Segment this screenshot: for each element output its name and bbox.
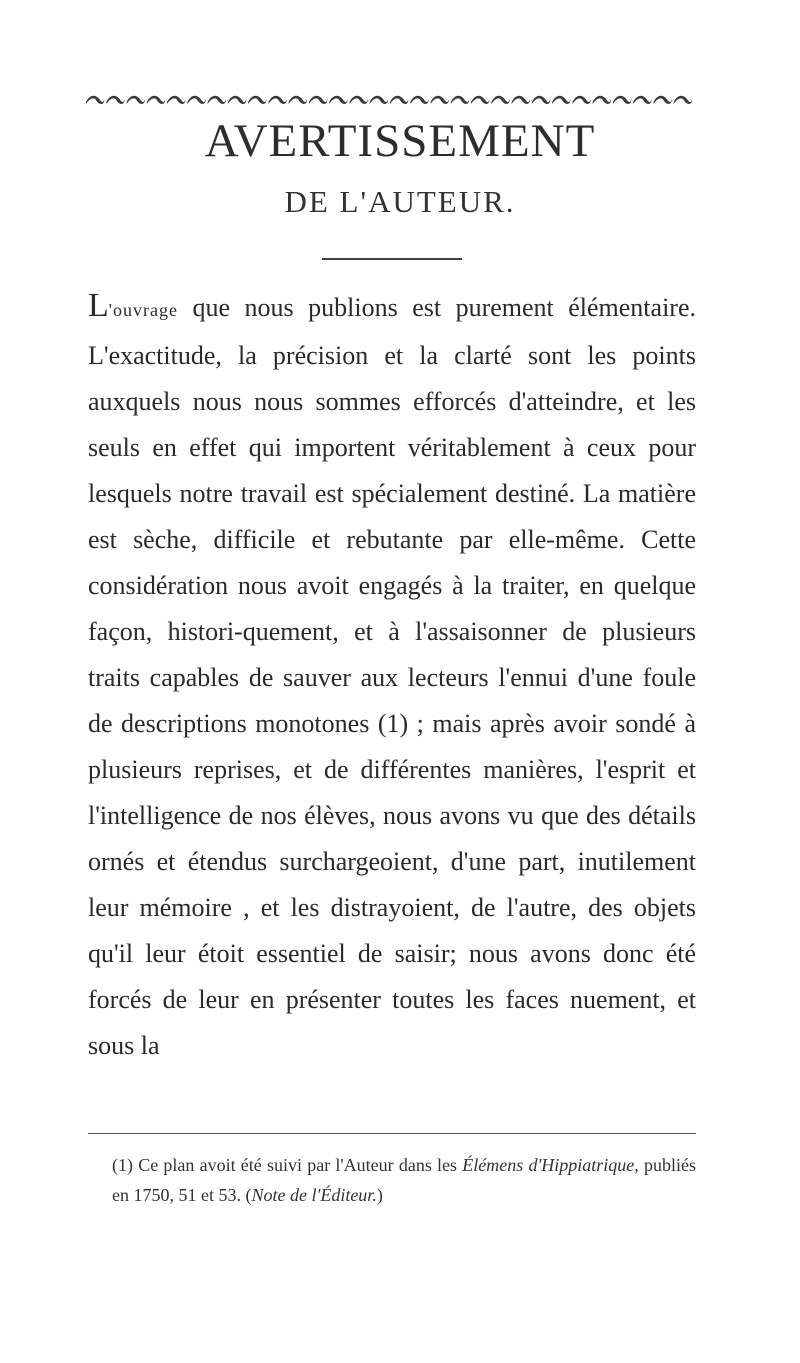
ornament-flourish — [451, 96, 469, 104]
page-subtitle: DE L'AUTEUR. — [284, 184, 516, 219]
ornament-flourish — [329, 96, 347, 104]
footnote-italic-note: Note de l'Éditeur. — [251, 1185, 377, 1205]
ornament-flourish — [147, 96, 165, 104]
ornament-flourish — [410, 96, 428, 104]
footnote-divider — [88, 1133, 696, 1134]
ornament-flourish — [572, 96, 590, 104]
footnote-text-2: , publiés en 1750, 51 et 53. ( — [112, 1155, 697, 1205]
footnote-text-3: ) — [376, 1185, 383, 1205]
ornament-flourish — [228, 96, 246, 104]
footnote-text-1: (1) Ce plan avoit été suivi par l'Auteur dans les — [112, 1155, 463, 1175]
footnote — [112, 1150, 696, 1210]
paragraph-text: que nous publions est purement élémentaire. L'exactitude, la précision et la clarté sont les points auxquels nous nous sommes efforcés d'atteindre, et les seuls en effet qui importent véritablement à ceux pour lesquels notre travail est spécialement destiné. La matière est sèche, difficile et rebutante par elle-même. Cette considération nous avoit engagés à la traiter, en quelque façon, histori-quement, et à l'assaisonner de plusieurs traits capables de sauver aux lecteurs l'ennui d'une foule de descriptions monotones (1) ; mais après avoir sondé à plusieurs reprises, et de différentes manières, l'esprit et l'intelligence de nos élèves, nous avons vu que des détails ornés et étendus surchargeoient, d'une part, inutilement leur mémoire , et les distrayoient, de l'autre, des objets qu'il leur étoit essentiel de saisir; nous avons donc été forcés de leur en présenter toutes les faces nuement, et sous la — [88, 293, 696, 1060]
ornament-flourish — [552, 96, 570, 104]
decorative-ornament-band — [85, 92, 693, 106]
ornament-flourish — [613, 96, 631, 104]
ornament-flourish — [289, 96, 307, 104]
ornament-flourish — [593, 96, 611, 104]
ornament-flourish — [370, 96, 388, 104]
ornament-flourish — [512, 96, 530, 104]
ornament-flourish — [349, 96, 367, 104]
ornament-flourish — [532, 96, 550, 104]
small-caps-word: 'ouvrage — [108, 300, 178, 320]
ornament-flourish — [208, 96, 226, 104]
ornament-flourish — [106, 96, 124, 104]
ornament-flourish — [471, 96, 489, 104]
ornament-flourish — [127, 96, 145, 104]
ornament-flourish — [309, 96, 327, 104]
drop-capital: L — [88, 287, 109, 324]
ornament-flourish — [431, 96, 449, 104]
ornament-flourish — [653, 96, 671, 104]
page-title: AVERTISSEMENT — [204, 115, 596, 167]
main-paragraph — [88, 283, 696, 1069]
footnote-italic-title: Élémens d'Hippiatrique — [462, 1155, 635, 1175]
ornament-flourish — [167, 96, 185, 104]
ornament-flourish — [268, 96, 286, 104]
ornament-flourish — [491, 96, 509, 104]
ornament-flourish — [390, 96, 408, 104]
ornament-flourish — [674, 96, 692, 104]
ornament-flourish — [86, 96, 104, 104]
ornament-flourish — [187, 96, 205, 104]
ornament-flourish — [633, 96, 651, 104]
ornament-flourish — [248, 96, 266, 104]
title-divider — [322, 258, 462, 260]
